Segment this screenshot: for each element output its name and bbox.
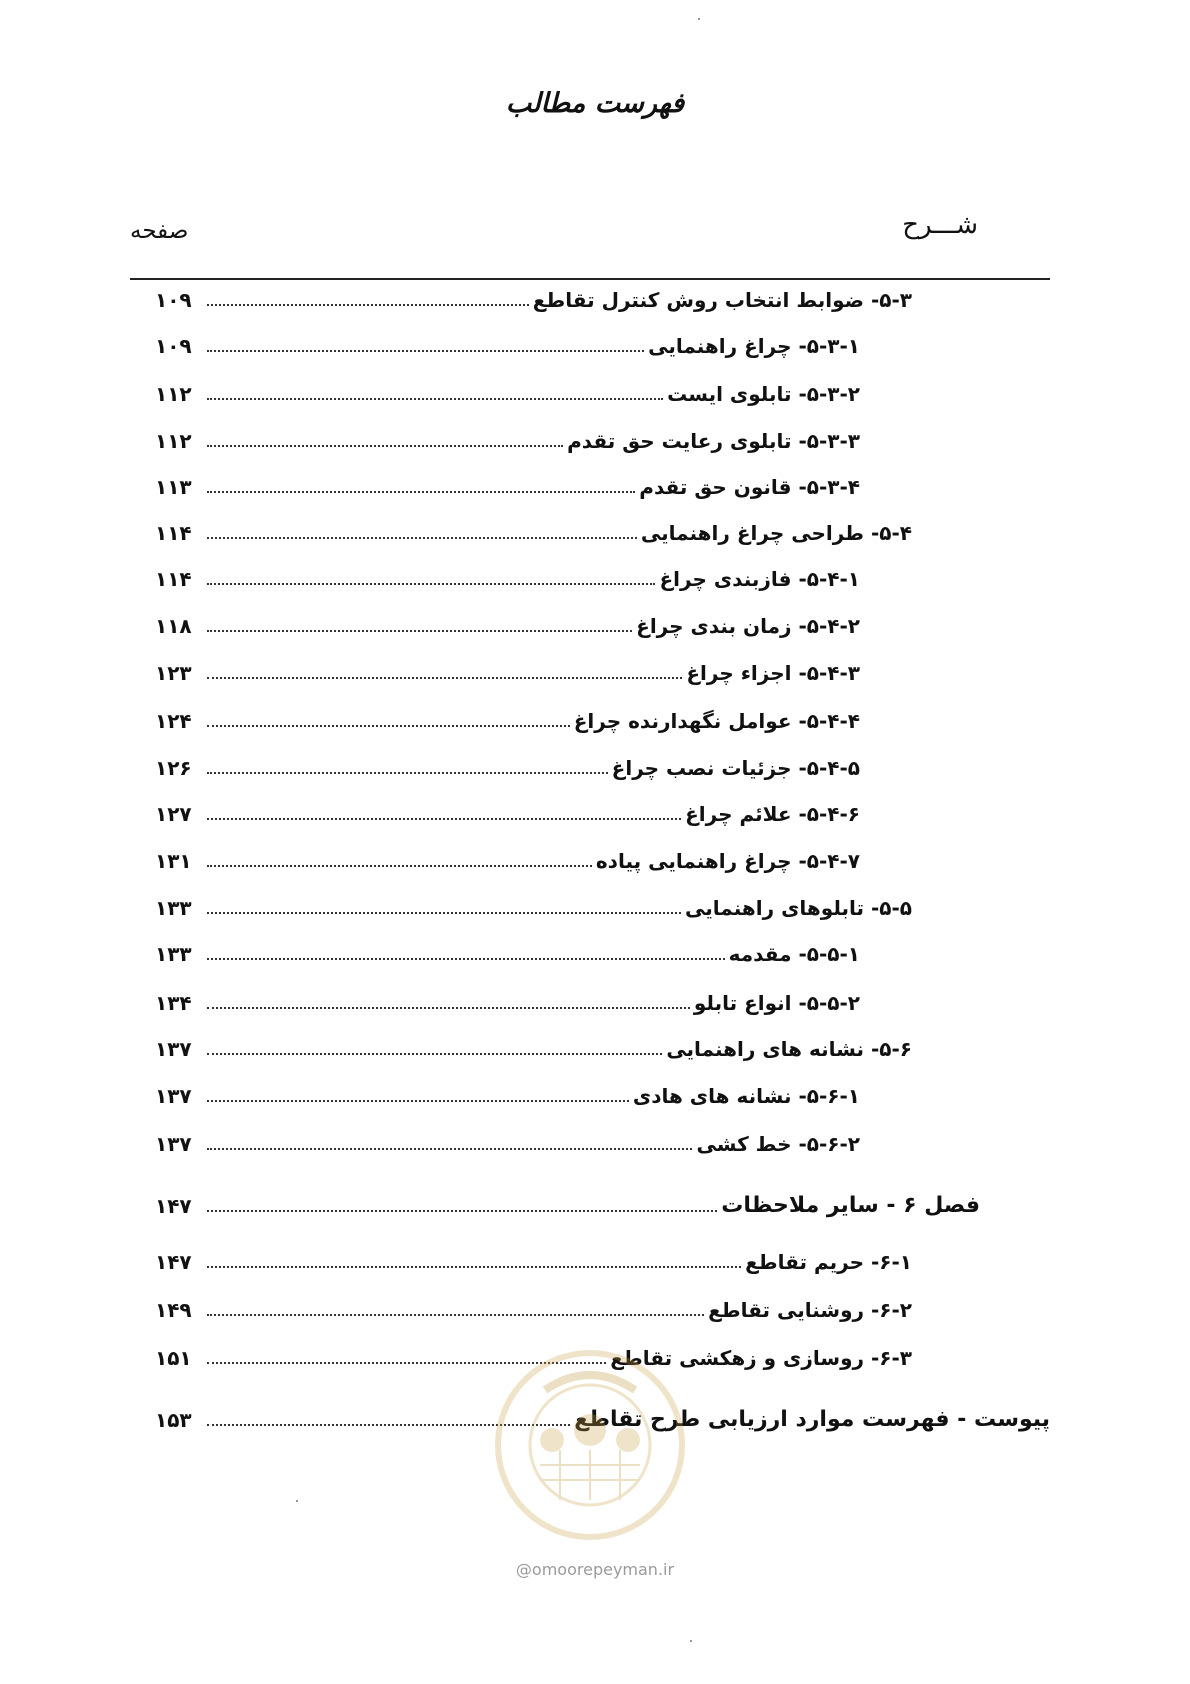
toc-entry-label: ۵-۴-۷- چراغ راهنمایی پیاده: [595, 849, 860, 873]
toc-entry[interactable]: [155, 1076, 860, 1110]
toc-entry-page: ۱۳۳: [155, 896, 192, 920]
toc-entry-label: ۵-۴- طراحی چراغ راهنمایی: [640, 521, 912, 545]
toc-entry-label: ۶-۲- روشنایی تقاطع: [708, 1298, 912, 1322]
toc-entry[interactable]: [155, 467, 860, 501]
toc-entry-page: ۱۳۱: [155, 849, 192, 873]
dot-leader: [207, 1100, 629, 1102]
toc-entry-page: ۱۱۴: [155, 567, 192, 591]
toc-entry[interactable]: [155, 326, 860, 360]
dot-leader: [207, 1007, 690, 1009]
dot-leader: [207, 912, 681, 914]
toc-entry[interactable]: [155, 888, 912, 922]
toc-entry[interactable]: [155, 794, 860, 828]
toc-entry-page: ۱۱۴: [155, 521, 192, 545]
toc-entry-label: ۵-۳-۱- چراغ راهنمایی: [648, 334, 860, 358]
dot-leader: [207, 1314, 704, 1316]
toc-entry-label: ۵-۵-۱- مقدمه: [728, 942, 860, 966]
toc-entry-label: فصل ۶ - سایر ملاحظات: [721, 1193, 980, 1218]
toc-entry-label: ۵-۳-۲- تابلوی ایست: [667, 382, 860, 406]
toc-entry[interactable]: [155, 280, 912, 314]
toc-entry-label: ۵-۴-۶- علائم چراغ: [685, 802, 860, 826]
toc-entry-label: ۶-۳- روسازی و زهکشی تقاطع: [610, 1346, 912, 1370]
toc-entry-page: ۱۵۳: [155, 1408, 192, 1432]
toc-entry[interactable]: [155, 653, 860, 687]
toc-entry-page: ۱۲۳: [155, 661, 192, 685]
toc-entry[interactable]: [155, 513, 912, 547]
dot-leader: [207, 725, 570, 727]
toc-entry-page: ۱۳۳: [155, 942, 192, 966]
dot-leader: [207, 537, 637, 539]
toc-entry-page: ۱۱۲: [155, 429, 192, 453]
dot-leader: [207, 772, 608, 774]
toc-entry[interactable]: [155, 1290, 912, 1324]
toc-entry[interactable]: [155, 421, 860, 455]
toc-entry-label: ۵-۶- نشانه های راهنمایی: [666, 1037, 912, 1061]
page-title: فهرست مطالب: [505, 88, 685, 119]
toc-entry-page: ۱۰۹: [155, 288, 192, 312]
toc-entry-label: ۵-۴-۳- اجزاء چراغ: [686, 661, 860, 685]
toc-entry[interactable]: [155, 606, 860, 640]
toc-entry-page: ۱۲۴: [155, 709, 192, 733]
toc-entry[interactable]: [155, 983, 860, 1017]
toc-entry-page: ۱۵۱: [155, 1346, 192, 1370]
dot-leader: [207, 630, 632, 632]
toc-entry-label: ۵-۴-۱- فازبندی چراغ: [659, 567, 860, 591]
toc-entry-label: ۵-۶-۱- نشانه های هادی: [632, 1084, 860, 1108]
toc-entry-label: پیوست - فهرست موارد ارزیابی طرح تقاطع: [574, 1407, 1050, 1432]
scan-speck: [698, 18, 700, 20]
toc-entry-page: ۱۳۷: [155, 1132, 192, 1156]
toc-entry-label: ۵-۴-۲- زمان بندی چراغ: [636, 614, 860, 638]
toc-entry-label: ۵-۵- تابلوهای راهنمایی: [685, 896, 912, 920]
page-column-header: صفحه: [130, 218, 189, 244]
toc-entry-page: ۱۱۳: [155, 475, 192, 499]
toc-entry-page: ۱۱۸: [155, 614, 192, 638]
toc-entry-label: ۵-۳-۴- قانون حق تقدم: [639, 475, 860, 499]
toc-entry-label: ۵-۳- ضوابط انتخاب روش کنترل تقاطع: [532, 288, 912, 312]
scan-speck: [296, 1500, 298, 1502]
toc-entry-label: ۵-۴-۴- عوامل نگهدارنده چراغ: [573, 709, 860, 733]
toc-entry-page: ۱۴۹: [155, 1298, 192, 1322]
dot-leader: [207, 1210, 717, 1212]
dot-leader: [207, 958, 725, 960]
toc-entry-label: ۵-۵-۲- انواع تابلو: [693, 991, 860, 1015]
toc-entry[interactable]: [155, 934, 860, 968]
toc-entry-page: ۱۳۷: [155, 1037, 192, 1061]
toc-entry-page: ۱۲۶: [155, 756, 192, 780]
toc-entry[interactable]: [155, 1029, 912, 1063]
dot-leader: [207, 445, 563, 447]
dot-leader: [207, 350, 644, 352]
toc-entry[interactable]: [155, 559, 860, 593]
toc-entry[interactable]: [155, 841, 860, 875]
toc-entry[interactable]: [155, 1124, 860, 1158]
toc-entry-page: ۱۳۴: [155, 991, 192, 1015]
toc-entry-label: ۵-۶-۲- خط کشی: [696, 1132, 860, 1156]
dot-leader: [207, 1266, 741, 1268]
toc-entry[interactable]: [155, 1242, 912, 1276]
dot-leader: [207, 677, 682, 679]
dot-leader: [207, 818, 681, 820]
dot-leader: [207, 583, 655, 585]
toc-entry[interactable]: [155, 748, 860, 782]
toc-entry-page: ۱۱۲: [155, 382, 192, 406]
toc-entry-label: ۵-۳-۳- تابلوی رعایت حق تقدم: [567, 429, 860, 453]
website-watermark: @omoorepeyman.ir: [515, 1560, 675, 1579]
description-column-header: شـــرح: [902, 210, 978, 240]
toc-entry-page: ۱۳۷: [155, 1084, 192, 1108]
toc-entry-page: ۱۰۹: [155, 334, 192, 358]
toc-entry[interactable]: [155, 374, 860, 408]
dot-leader: [207, 304, 529, 306]
toc-entry[interactable]: [155, 701, 860, 735]
toc-entry-page: ۱۴۷: [155, 1194, 192, 1218]
toc-entry-label: ۵-۴-۵- جزئیات نصب چراغ: [611, 756, 860, 780]
dot-leader: [207, 398, 663, 400]
publisher-stamp-logo: [490, 1345, 690, 1545]
scan-speck: [690, 1640, 692, 1642]
dot-leader: [207, 865, 592, 867]
toc-entry-label: ۶-۱- حریم تقاطع: [745, 1250, 912, 1274]
toc-entry-page: ۱۲۷: [155, 802, 192, 826]
toc-entry-page: ۱۴۷: [155, 1250, 192, 1274]
toc-chapter-entry[interactable]: [155, 1186, 980, 1220]
dot-leader: [207, 491, 635, 493]
dot-leader: [207, 1148, 692, 1150]
dot-leader: [207, 1053, 662, 1055]
